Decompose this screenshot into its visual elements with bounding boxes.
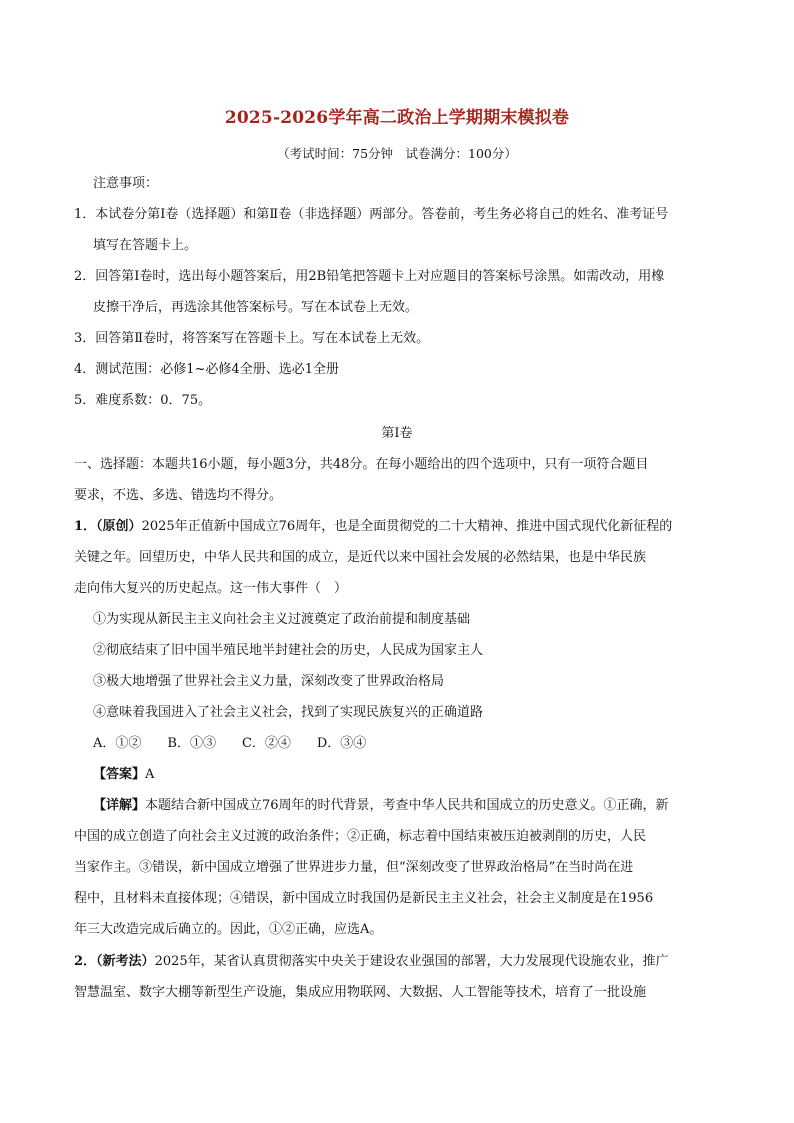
answer-line: [93, 766, 154, 784]
question-1-stem: [74, 518, 672, 536]
detail-line: 程中，且材料未直接体现；④错误，新中国成立时我国仍是新民主主义社会，社会主义制度是在1956: [74, 891, 654, 906]
question-1-statement: ④意味着我国进入了社会主义社会，找到了实现民族复兴的正确道路: [93, 705, 484, 720]
answer-value: A: [145, 767, 155, 782]
exam-info: （考试时间：75分钟 试卷满分：100分）: [277, 146, 517, 161]
question-tag: （原创）: [96, 519, 142, 534]
notice-item-1-cont: 填写在答题卡上。: [93, 238, 198, 253]
notice-item-3: 3．回答第Ⅱ卷时，将答案写在答题卡上。写在本试卷上无效。: [74, 331, 430, 346]
question-1-stem-cont: 关键之年。回望历史，中华人民共和国的成立，是近代以来中国社会发展的必然结果，也是中华民族: [74, 550, 647, 565]
detail-label: 【详解】: [93, 798, 146, 813]
detail-line: 当家作主。③错误，新中国成立增强了世界进步力量，但“深刻改变了世界政治格局”在当时尚在进: [74, 860, 634, 875]
question-1-statement: ①为实现从新民主主义向社会主义过渡奠定了政治前提和制度基础: [93, 612, 471, 627]
detail-line: 中国的成立创造了向社会主义过渡的政治条件；②正确，标志着中国结束被压迫被剥削的历史，人民: [74, 829, 647, 844]
page-title: 2025-2026学年高二政治上学期期末模拟卷: [224, 108, 570, 128]
detail-line: [93, 797, 669, 815]
question-text: 2025年，某省认真贯彻落实中央关于建设农业强国的部署，大力发展现代设施农业，推广: [154, 954, 669, 969]
section-intro-cont: 要求，不选、多选、错选均不得分。: [74, 488, 283, 503]
question-text: 2025年正值新中国成立76周年，也是全面贯彻党的二十大精神、推进中国式现代化新征程的: [141, 519, 673, 534]
question-1-stem-cont: 走向伟大复兴的历史起点。这一伟大事件（ ）: [74, 581, 348, 596]
question-1-statement: ②彻底结束了旧中国半殖民地半封建社会的历史，人民成为国家主人: [93, 643, 484, 658]
question-number: 1．: [74, 519, 97, 534]
notice-item-5: 5．难度系数：0．75。: [74, 393, 212, 408]
question-1-choices: A．①② B．①③ C．②④ D．③④: [93, 736, 367, 751]
notice-item-4: 4．测试范围：必修1~必修4全册、选必1全册: [74, 362, 339, 377]
question-number: 2．: [74, 954, 97, 969]
answer-label: 【答案】: [93, 767, 146, 782]
notice-item-2-cont: 皮擦干净后，再选涂其他答案标号。写在本试卷上无效。: [93, 300, 419, 315]
question-2-stem-cont: 智慧温室、数字大棚等新型生产设施，集成应用物联网、大数据、人工智能等技术，培育了一批设施: [74, 985, 647, 1000]
section-heading: 第Ⅰ卷: [381, 426, 413, 441]
question-1-statement: ③极大地增强了世界社会主义力量，深刻改变了世界政治格局: [93, 674, 445, 689]
question-2-stem: [74, 953, 669, 971]
question-tag: （新考法）: [96, 954, 155, 969]
notice-item-1: 1．本试卷分第Ⅰ卷（选择题）和第Ⅱ卷（非选择题）两部分。答卷前，考生务必将自己的姓名、准考证号: [74, 207, 669, 222]
section-intro: 一、选择题：本题共16小题，每小题3分，共48分。在每小题给出的四个选项中，只有一项符合题目: [74, 457, 649, 472]
notice-heading: 注意事项：: [93, 176, 159, 191]
notice-item-2: 2．回答第Ⅰ卷时，选出每小题答案后，用2B铅笔把答题卡上对应题目的答案标号涂黑。如需改动，用橡: [74, 269, 665, 284]
detail-text: 本题结合新中国成立76周年的时代背景，考查中华人民共和国成立的历史意义。①正确，新: [145, 798, 669, 813]
detail-line: 年三大改造完成后确立的。因此，①②正确，应选A。: [74, 922, 383, 937]
